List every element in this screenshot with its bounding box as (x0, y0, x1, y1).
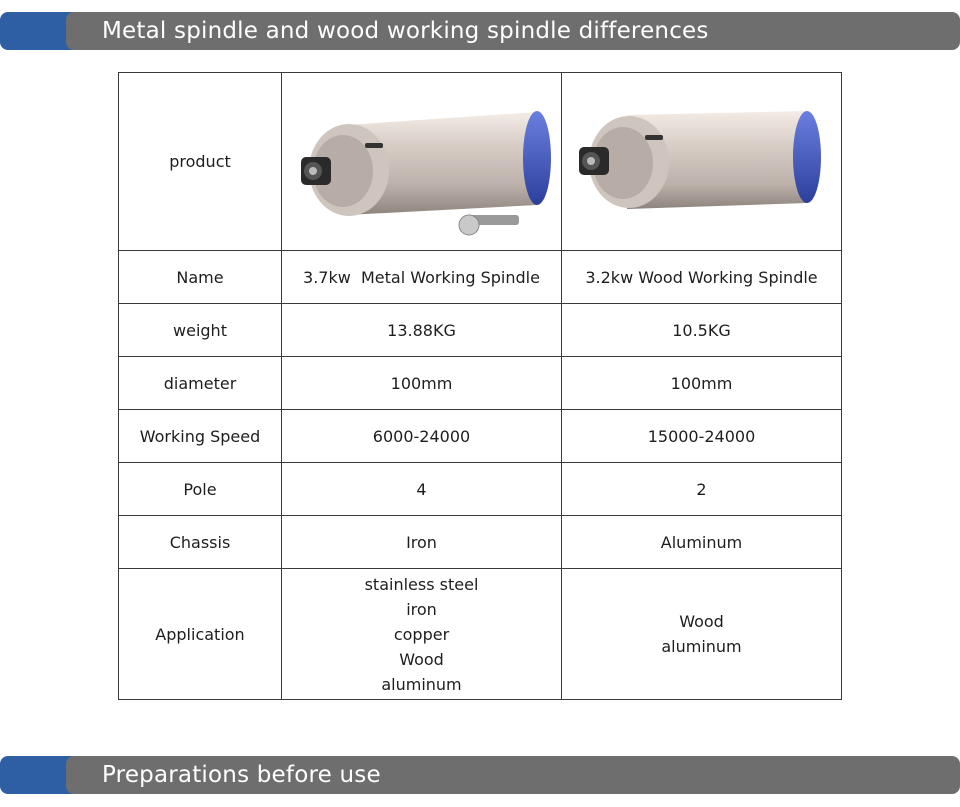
wood-value: 15000-24000 (562, 410, 842, 463)
row-label: weight (119, 304, 282, 357)
list-item: copper (393, 624, 450, 644)
wood-value: 3.2kw Wood Working Spindle (562, 251, 842, 304)
list-item: iron (406, 599, 437, 619)
wood-value: 100mm (562, 357, 842, 410)
wood-spindle-image (562, 73, 842, 251)
wood-value: 10.5KG (562, 304, 842, 357)
metal-application-list (282, 569, 562, 700)
metal-spindle-image (282, 73, 562, 251)
section-title: Preparations before use (102, 762, 381, 788)
metal-value: 100mm (282, 357, 562, 410)
row-label: Pole (119, 463, 282, 516)
table-row (119, 516, 842, 569)
metal-value: Iron (282, 516, 562, 569)
table-row (119, 251, 842, 304)
comparison-table (118, 72, 842, 700)
row-label: Chassis (119, 516, 282, 569)
row-label: Working Speed (119, 410, 282, 463)
wood-value: Aluminum (562, 516, 842, 569)
list-item: Wood (679, 612, 724, 631)
table-row (119, 357, 842, 410)
table-row (119, 463, 842, 516)
section-header-differences (0, 12, 960, 50)
list-item: stainless steel (364, 574, 479, 594)
list-item: aluminum (381, 674, 462, 694)
wood-application-list (562, 569, 842, 700)
table-row-application (119, 569, 842, 700)
row-label: diameter (119, 357, 282, 410)
table-row (119, 304, 842, 357)
wood-value: 2 (562, 463, 842, 516)
metal-value: 4 (282, 463, 562, 516)
metal-value: 3.7kw Metal Working Spindle (282, 251, 562, 304)
list-item: aluminum (661, 637, 742, 656)
metal-value: 13.88KG (282, 304, 562, 357)
section-title: Metal spindle and wood working spindle differences (102, 18, 709, 44)
row-label: Application (119, 569, 282, 700)
row-label: Name (119, 251, 282, 304)
section-header-preparations (0, 756, 960, 794)
table-row-product (119, 73, 842, 251)
list-item: Wood (399, 649, 444, 669)
row-label-product: product (119, 73, 282, 251)
metal-value: 6000-24000 (282, 410, 562, 463)
table-row (119, 410, 842, 463)
